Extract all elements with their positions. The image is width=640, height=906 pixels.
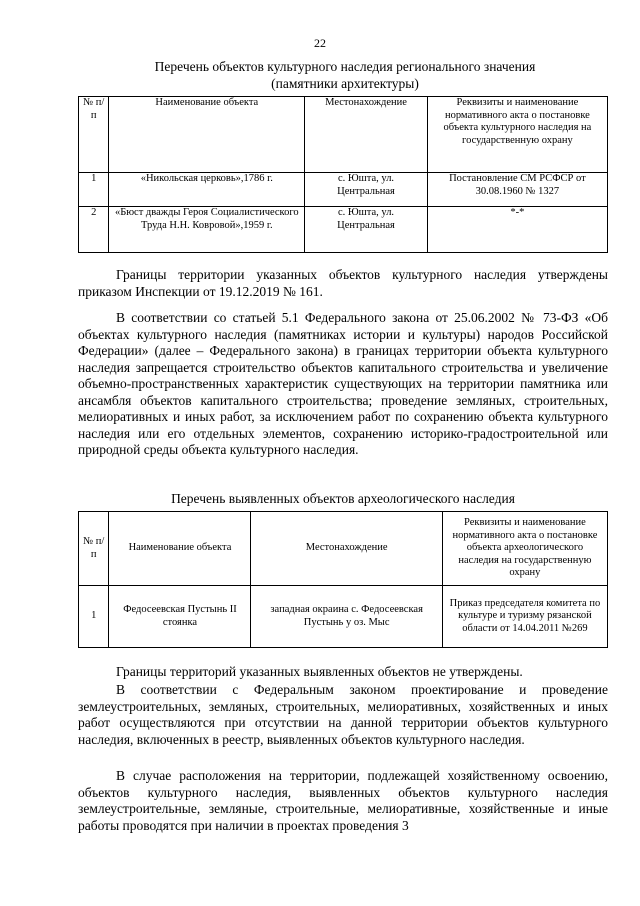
paragraph-economic-development: В случае расположения на территории, подлежащей хозяйственному освоению, объектов культурного наследия, выявленных объектов культурного наследия землеустроительные, земляные, строительные, мелиоративные, хозяйственные и иные работы проводятся при наличии в проектах проведения 3 <box>78 768 608 833</box>
cell-name: «Никольская церковь»,1786 г. <box>109 173 305 207</box>
paragraph-federal-law: В соответствии со статьей 5.1 Федерального закона от 25.06.2002 № 73-ФЗ «Об объектах культурного наследия (памятниках истории и культуры) народов Российской Федерации» (далее – Федерального закона) в границах территории объекта культурного наследия запрещается строительство объектов капитального строительства и увеличение объемно-пространственных характеристик существующих на территории памятника или ансамбля объектов капитального строительства; проведение земляных, строительных, мелиоративных и иных работ, за исключением работ по сохранению объекта культурного наследия или его отдельных элементов, сохранению историко-градостроительной или природной среды объекта культурного наследия. <box>78 310 608 457</box>
header-requisites: Реквизиты и наименование нормативного акта о постановке объекта культурного наследия на государственную охрану <box>427 97 607 173</box>
table1-title-line1: Перечень объектов культурного наследия регионального значения <box>154 59 536 74</box>
cell-requisites: *-* <box>427 207 607 253</box>
header-num: № п/п <box>79 97 109 173</box>
table1-title <box>80 58 610 92</box>
cell-requisites: Постановление СМ РСФСР от 30.08.1960 № 1327 <box>427 173 607 207</box>
header-location: Местонахождение <box>305 97 428 173</box>
header-requisites: Реквизиты и наименование нормативного акта о постановке объекта археологического наследия на государственную охрану <box>442 512 607 586</box>
cell-location: западная окраина с. Федосеевская Пустынь у оз. Мыс <box>251 586 442 648</box>
cell-requisites: Приказ председателя комитета по культуре и туризму рязанской области от 14.04.2011 №269 <box>442 586 607 648</box>
paragraph-not-approved: Границы территорий указанных выявленных объектов не утверждены. <box>116 664 523 679</box>
paragraph-works-conditions: В соответствии с Федеральным законом проектирование и проведение землеустроительных, земляных, строительных, мелиоративных, хозяйственных и иных работ осуществляются при отсутствии на данной территории объектов культурного наследия, включенных в реестр, выявленных объектов культурного наследия. <box>78 682 608 747</box>
table-row <box>79 207 608 253</box>
table-header-row <box>79 512 608 586</box>
header-name: Наименование объекта <box>109 512 251 586</box>
cell-location: с. Юшта, ул. Центральная <box>305 207 428 253</box>
cell-num: 1 <box>79 586 109 648</box>
cell-num: 2 <box>79 207 109 253</box>
cell-name: Федосеевская Пустынь II стоянка <box>109 586 251 648</box>
cell-location: с. Юшта, ул. Центральная <box>305 173 428 207</box>
cell-num: 1 <box>79 173 109 207</box>
header-name: Наименование объекта <box>109 97 305 173</box>
table1-title-line2: (памятники архитектуры) <box>271 76 419 91</box>
table-header-row <box>79 97 608 173</box>
table-row <box>79 586 608 648</box>
paragraph-boundaries: Границы территории указанных объектов культурного наследия утверждены приказом Инспекции от 19.12.2019 № 161. <box>78 267 608 299</box>
cell-name: «Бюст дважды Героя Социалистического Труда Н.Н. Ковровой»,1959 г. <box>109 207 305 253</box>
page-number: 22 <box>314 36 326 50</box>
table-row <box>79 173 608 207</box>
header-num: № п/п <box>79 512 109 586</box>
archaeology-table <box>78 511 608 648</box>
monuments-table <box>78 96 608 253</box>
header-location: Местонахождение <box>251 512 442 586</box>
table2-title: Перечень выявленных объектов археологического наследия <box>171 491 515 506</box>
